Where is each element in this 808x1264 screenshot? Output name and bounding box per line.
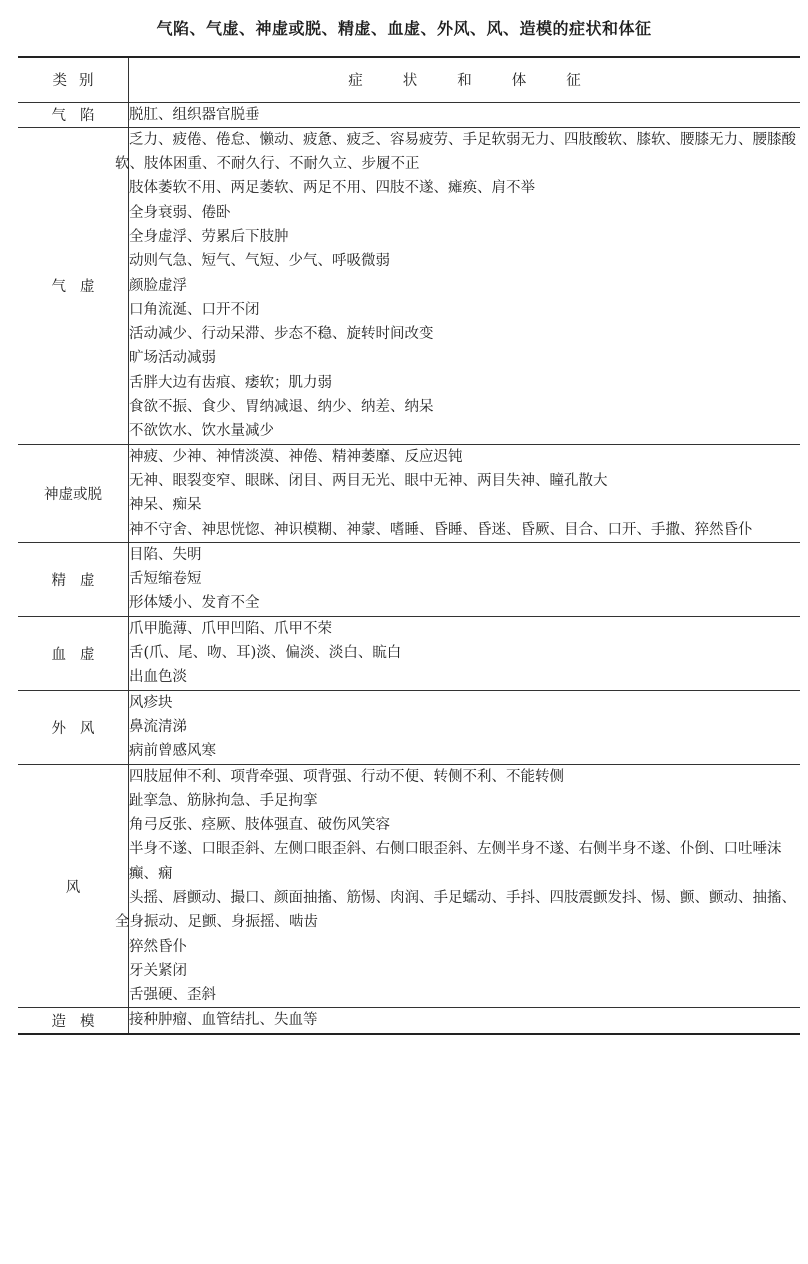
table-row-shen-xu-huo-tuo [18, 444, 800, 542]
symptom-line: 趾挛急、筋脉拘急、手足拘挛 [129, 792, 318, 809]
category-label: 神虚或脱 [44, 486, 102, 503]
symptom-line: 猝然昏仆 [129, 938, 187, 955]
symptom-line: 出血色淡 [129, 669, 187, 686]
symptom-line: 癫、痫 [129, 865, 173, 882]
symptom-line: 活动减少、行动呆滞、步态不稳、旋转时间改变 [129, 326, 434, 343]
row-symptoms [115, 764, 801, 1008]
row-category [18, 764, 129, 1008]
symptom-line: 病前曾感风寒 [129, 743, 216, 760]
symptom-line: 目陷、失明 [129, 546, 202, 563]
table-row-feng [18, 764, 800, 1008]
symptom-line: 颜脸虚浮 [129, 277, 187, 294]
header-symptoms: 症状和体征 [129, 57, 801, 102]
header-category: 类别 [18, 57, 129, 102]
symptom-table [18, 56, 800, 1035]
table-row-qi-xian [18, 102, 800, 127]
symptom-line: 神呆、痴呆 [129, 497, 202, 514]
symptom-line: 不欲饮水、饮水量减少 [129, 423, 274, 440]
symptom-line: 牙关紧闭 [129, 962, 187, 979]
row-symptoms [129, 616, 801, 690]
category-label: 气陷 [51, 108, 109, 125]
row-category [18, 690, 129, 764]
row-symptoms [115, 127, 801, 444]
table-title: 气陷、气虚、神虚或脱、精虚、血虚、外风、风、造模的症状和体征 [156, 19, 652, 38]
table-row-jing-xu [18, 542, 800, 616]
symptom-line: 头摇、唇颤动、撮口、颜面抽搐、筋惕、肉润、手足蠕动、手抖、四肢震颤发抖、惕、颤、颤动、抽搐、全身振动、足颤、身振摇、啮齿 [115, 890, 796, 931]
category-label: 精虚 [51, 572, 109, 589]
symptom-line: 半身不遂、口眼歪斜、左侧口眼歪斜、右侧口眼歪斜、左侧半身不遂、右侧半身不遂、仆倒、口吐唾沫 [129, 841, 782, 858]
symptom-line: 舌(爪、尾、吻、耳)淡、偏淡、淡白、䀮白 [129, 645, 402, 662]
row-symptoms [129, 542, 801, 616]
row-symptoms [129, 444, 801, 542]
symptom-line: 舌短缩卷短 [129, 571, 202, 588]
category-label: 血虚 [51, 646, 109, 663]
symptom-line: 脱肛、组织器官脱垂 [129, 106, 260, 123]
table-row-xue-xu [18, 616, 800, 690]
row-category [18, 542, 129, 616]
symptom-line: 乏力、疲倦、倦怠、懒动、疲惫、疲乏、容易疲劳、手足软弱无力、四肢酸软、膝软、腰膝无力、腰膝酸软、肢体困重、不耐久行、不耐久立、步履不正 [115, 131, 796, 173]
row-symptoms [129, 1008, 801, 1034]
symptom-line: 鼻流清涕 [129, 718, 187, 735]
row-category [18, 102, 129, 127]
symptom-line: 旷场活动减弱 [129, 350, 216, 367]
symptom-line: 接种肿瘤、血管结扎、失血等 [129, 1012, 318, 1029]
symptom-line: 无神、眼裂变窄、眼眯、闭目、两目无光、眼中无神、两目失神、瞳孔散大 [129, 472, 608, 489]
row-symptoms [129, 102, 801, 127]
symptom-line: 风疹块 [129, 694, 173, 711]
table-body [18, 102, 800, 1034]
symptom-line: 形体矮小、发育不全 [129, 595, 260, 612]
symptom-line: 神疲、少神、神情淡漠、神倦、精神萎靡、反应迟钝 [129, 448, 463, 465]
symptom-line: 全身衰弱、倦卧 [129, 204, 231, 221]
category-label: 外风 [51, 720, 109, 737]
category-label: 造模 [51, 1014, 109, 1031]
category-label: 风 [65, 879, 81, 896]
symptom-line: 四肢屈伸不利、项背牵强、项背强、行动不便、转侧不利、不能转侧 [129, 768, 564, 785]
symptom-line: 口角流涎、口开不闭 [129, 301, 260, 318]
table-row-wai-feng [18, 690, 800, 764]
category-label: 气虚 [51, 279, 109, 296]
symptom-line: 全身虚浮、劳累后下肢肿 [129, 228, 289, 245]
row-category [18, 616, 129, 690]
table-row-qi-xu [18, 127, 800, 444]
table-row-zao-mo [18, 1008, 800, 1034]
symptom-line: 肢体萎软不用、两足萎软、两足不用、四肢不遂、瘫痪、肩不举 [129, 180, 535, 197]
symptom-line: 动则气急、短气、气短、少气、呼吸微弱 [129, 253, 390, 270]
row-category [18, 444, 129, 542]
symptom-line: 舌胖大边有齿痕、痿软；肌力弱 [129, 374, 332, 391]
row-symptoms [129, 690, 801, 764]
symptom-line: 食欲不振、食少、胃纳减退、纳少、纳差、纳呆 [129, 399, 434, 416]
symptom-line: 爪甲脆薄、爪甲凹陷、爪甲不荣 [129, 620, 332, 637]
row-category [18, 1008, 129, 1034]
row-category [18, 127, 129, 444]
symptom-line: 角弓反张、痉厥、肢体强直、破伤风笑容 [129, 817, 390, 834]
table-header-row [18, 57, 800, 102]
symptom-line: 舌强硬、歪斜 [129, 987, 216, 1004]
symptom-line: 神不守舍、神思恍惚、神识模糊、神蒙、嗜睡、昏睡、昏迷、昏厥、目合、口开、手撒、猝然昏仆 [129, 521, 753, 538]
